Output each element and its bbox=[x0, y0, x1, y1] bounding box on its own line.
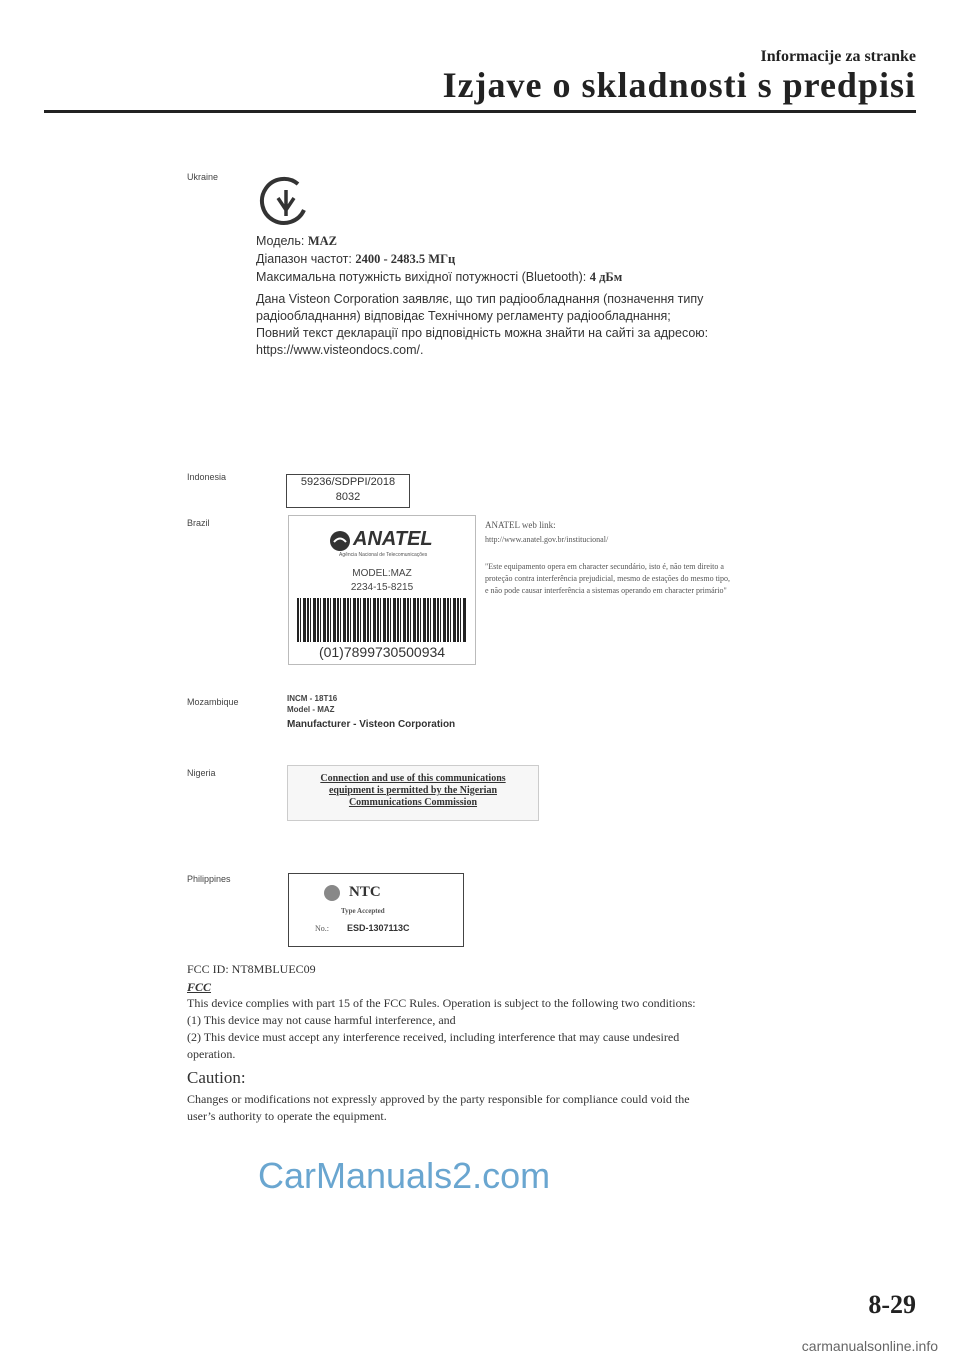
caution-line-2: user’s authority to operate the equipment. bbox=[187, 1109, 387, 1123]
carmanuals-watermark: CarManuals2.com bbox=[258, 1155, 551, 1196]
ukraine-conformity-mark-icon bbox=[258, 176, 314, 228]
ntc-logo-icon bbox=[323, 884, 341, 902]
country-label-nigeria: Nigeria bbox=[187, 768, 216, 778]
fcc-id: FCC ID: NT8MBLUEC09 bbox=[187, 962, 316, 976]
anatel-logo-text: ANATEL bbox=[353, 528, 433, 550]
nigeria-label bbox=[287, 765, 539, 821]
anatel-weblink-url: http://www.anatel.gov.br/institucional/ bbox=[485, 535, 609, 544]
ukraine-power bbox=[256, 270, 622, 285]
fcc-line-3: (2) This device must accept any interference received, including interference that may cause undesired bbox=[187, 1030, 680, 1044]
anatel-cert-number: 2234-15-8215 bbox=[350, 582, 414, 593]
anatel-barcode-number: (01)7899730500934 bbox=[318, 644, 446, 660]
ukraine-model-label: Модель: bbox=[256, 234, 305, 248]
ukraine-power-value: 4 дБм bbox=[589, 270, 623, 284]
mozambique-incm-number: INCM - 18T16 bbox=[287, 694, 338, 703]
nigeria-line-3: Communications Commission bbox=[348, 797, 478, 808]
country-label-brazil: Brazil bbox=[187, 518, 210, 528]
anatel-weblink-label: ANATEL web link: bbox=[485, 520, 556, 530]
section-title: Informacije za stranke bbox=[760, 48, 916, 65]
nigeria-line-2: equipment is permitted by the Nigerian bbox=[328, 785, 498, 796]
page-number: 8-29 bbox=[868, 1290, 916, 1319]
ukraine-declaration-url: https://www.visteondocs.com/. bbox=[256, 343, 424, 357]
fcc-line-2: (1) This device may not cause harmful interference, and bbox=[187, 1013, 456, 1027]
country-label-indonesia: Indonesia bbox=[187, 472, 227, 482]
nigeria-line-1: Connection and use of this communications bbox=[320, 773, 506, 784]
ntc-number-label: No.: bbox=[315, 924, 329, 933]
mozambique-manufacturer: Manufacturer - Visteon Corporation bbox=[287, 719, 456, 730]
ukraine-frequency bbox=[256, 252, 455, 267]
indonesia-cert-code: 8032 bbox=[335, 491, 361, 503]
mozambique-model: Model - MAZ bbox=[287, 705, 335, 714]
country-label-philippines: Philippines bbox=[187, 874, 231, 884]
country-label-ukraine: Ukraine bbox=[187, 172, 219, 182]
caution-line-1: Changes or modifications not expressly approved by the party responsible for compliance could void the bbox=[187, 1092, 690, 1106]
chapter-title: Izjave o skladnosti s predpisi bbox=[442, 65, 916, 105]
ntc-label bbox=[288, 873, 464, 947]
fcc-line-4: operation. bbox=[187, 1047, 236, 1061]
ukraine-freq-label: Діапазон частот: bbox=[256, 252, 352, 266]
caution-heading: Caution: bbox=[187, 1068, 246, 1087]
ntc-number-value: ESD-1307113C bbox=[347, 923, 410, 933]
country-label-mozambique: Mozambique bbox=[187, 697, 239, 707]
indonesia-cert-number: 59236/SDPPI/2018 bbox=[300, 476, 396, 488]
header-rule bbox=[44, 110, 916, 113]
nigeria-text bbox=[288, 773, 538, 809]
anatel-note-line-3: e não pode causar interferência a sistemas operando em character primário" bbox=[485, 586, 727, 595]
ukraine-model bbox=[256, 234, 337, 249]
footer-watermark: carmanualsonline.info bbox=[801, 1338, 938, 1354]
ukraine-freq-value: 2400 - 2483.5 МГц bbox=[355, 252, 456, 266]
fcc-line-1: This device complies with part 15 of the FCC Rules. Operation is subject to the following two conditions: bbox=[187, 996, 696, 1010]
ukraine-model-value: MAZ bbox=[307, 234, 337, 248]
anatel-note-line-2: proteção contra interferência prejudicial, mesmo de estações do mesmo tipo, bbox=[485, 574, 731, 583]
ntc-title: NTC bbox=[349, 884, 381, 900]
anatel-model: MODEL:MAZ bbox=[352, 568, 412, 579]
fcc-heading: FCC bbox=[187, 980, 212, 994]
ukraine-power-label: Максимальна потужність вихідної потужності (Bluetooth): bbox=[256, 270, 587, 284]
indonesia-certificate-box bbox=[286, 474, 410, 508]
anatel-barcode bbox=[297, 598, 467, 642]
ukraine-declaration-line-3: Повний текст декларації про відповідність можна знайти на сайті за адресою: bbox=[256, 326, 709, 340]
anatel-label bbox=[288, 515, 476, 665]
ukraine-declaration-line-2: радіообладнання) відповідає Технічному регламенту радіообладнання; bbox=[256, 309, 671, 323]
ntc-subtitle: Type Accepted bbox=[341, 907, 385, 915]
ukraine-declaration-line-1: Дана Visteon Corporation заявляє, що тип радіообладнання (позначення типу bbox=[256, 292, 704, 306]
anatel-logo-subtext: Agência Nacional de Telecomunicações bbox=[339, 552, 428, 558]
anatel-logo-icon bbox=[329, 530, 351, 552]
anatel-note-line-1: "Este equipamento opera em character secundário, isto é, não tem direito a bbox=[485, 562, 724, 571]
